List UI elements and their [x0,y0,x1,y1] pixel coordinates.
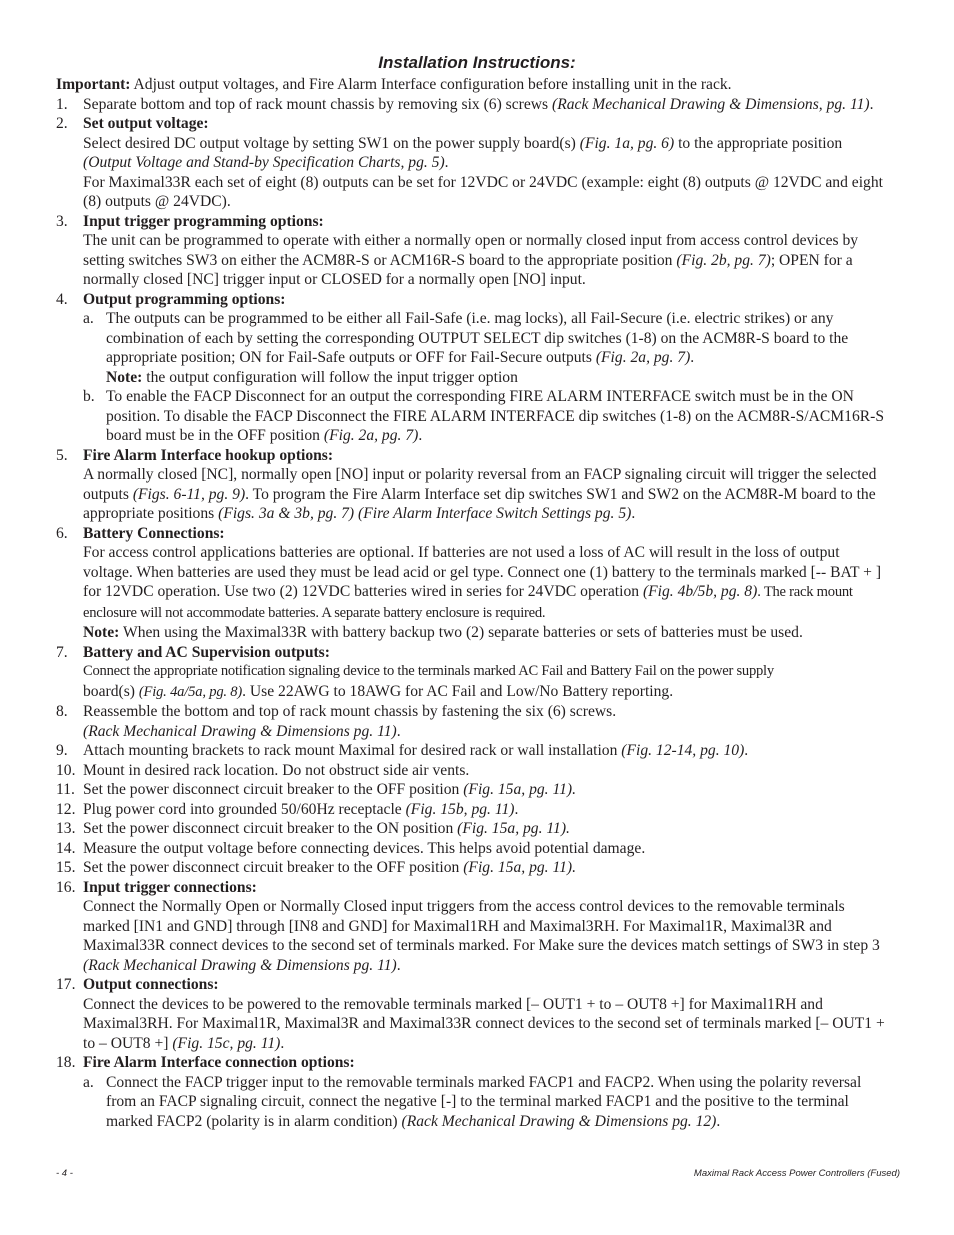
step-number: 9. [56,742,68,759]
step-2 [56,114,892,212]
step-number: 6. [56,524,68,542]
step-reference: (Fig. 4a/5a, pg. 8) [138,683,243,700]
step-7 [56,643,892,703]
step-12 [56,800,892,820]
step-17 [56,975,892,1053]
step-text: Connect the Normally Open or Normally Closed input triggers from the access control devices to the removable terminals marked [IN1 and GND] through [IN8 and GND] for Maximal1RH and Maximal3RH. For Maximal1R, Maximal3R and Maximal33R connect devices to the second set of terminals marked. For Make sure the devices match settings of SW3 in step 3 [83,898,880,954]
step-text: Plug power cord into grounded 50/60Hz receptacle [83,800,406,818]
step-text: The unit can be programmed to operate with either a normally open or normally closed input from access control devices by setting switches SW3 on either the ACM8R-S or ACM16R-S board to the appropriate position [83,232,859,269]
step-reference: (Rack Mechanical Drawing & Dimensions pg. 12) [401,1112,717,1130]
step-end: . [396,722,401,740]
step-heading: Battery Connections: [83,524,225,542]
step-text: to the appropriate position [674,134,843,152]
step-paragraph [83,465,892,524]
step-number: 4. [56,290,68,308]
step-end: . [418,427,423,444]
page-number: - 4 - [56,1168,73,1179]
step-reference: (Fig. 2a, pg. 7) [323,427,419,444]
step-end: . [716,1112,721,1130]
step-text: Separate bottom and top of rack mount chassis by removing six (6) screws [83,95,553,113]
step-reference: (Fig. 1a, pg. 6) [579,134,675,152]
step-heading: Fire Alarm Interface connection options: [83,1054,355,1071]
step-reference: (Rack Mechanical Drawing & Dimensions, pg. 11) [552,95,870,113]
step-number: 17. [56,976,76,993]
step-11 [56,780,892,800]
step-5 [56,446,892,524]
step-reference: (Fig. 15a, pg. 11). [463,859,576,876]
step-reference: (Rack Mechanical Drawing & Dimensions pg. 11) [83,956,397,974]
step-number: 2. [56,115,68,132]
substep-letter: a. [83,310,94,327]
step-paragraph: Connect the appropriate notification signaling device to the terminals marked AC Fail and Battery Fail on the power supply [83,663,774,679]
step-paragraph [83,995,892,1054]
step-10 [56,761,892,781]
important-text: Adjust output voltages, and Fire Alarm Interface configuration before installing unit in the rack. [130,76,732,93]
step-4 [56,290,892,446]
step-reference: (Fig. 12-14, pg. 10) [621,742,745,759]
step-text: For access control applications batteries are optional. If batteries are not used a loss of AC will result in the loss of output voltage. When batteries are used they must be lead acid or gel type. Connect one (1) battery to the terminals marked [-- BAT + ] for 12VDC operation. Use two (2) 12VDC batteries wired in series for 24VDC operation [83,544,882,600]
step-heading: Input trigger programming options: [83,212,324,230]
step-paragraph [83,897,892,975]
step-note [83,623,892,643]
step-number: 5. [56,446,68,464]
step-number: 15. [56,859,76,876]
step-reference: (Rack Mechanical Drawing & Dimensions pg. 11) [83,722,397,740]
step-reference: (Output Voltage and Stand-by Specification Charts, pg. 5) [83,154,445,171]
page-title: Installation Instructions: [378,53,576,72]
document-title-footer: Maximal Rack Access Power Controllers (Fused) [693,1168,900,1179]
step-heading: Output connections: [83,976,219,993]
step-end: . [514,800,519,818]
step-text: Connect the devices to be powered to the removable terminals marked [– OUT1 + to – OUT8 +] for Maximal1RH and Maximal3RH. For Maximal1R, Maximal3R and Maximal33R connect devices to the second set of terminals marked [– OUT1 + to – OUT8 +] [83,995,885,1052]
step-9 [56,741,892,761]
step-reference: (Fig. 15b, pg. 11) [405,800,515,818]
step-reference: (Fig. 15c, pg. 11) [172,1034,281,1052]
step-6 [56,524,892,643]
step-end: . [690,349,695,366]
step-end: . [744,742,749,759]
step-heading: Output programming options: [83,290,286,308]
step-reference: (Fig. 2a, pg. 7) [595,349,691,366]
step-paragraph [83,543,892,623]
step-number: 14. [56,839,76,857]
substep-b [83,387,892,446]
step-heading: Set output voltage: [83,115,209,132]
step-18 [56,1053,892,1131]
step-13 [56,819,892,839]
step-end: . [444,154,449,171]
step-text: The outputs can be programmed to be either all Fail-Safe (i.e. mag locks), all Fail-Secure (i.e. electric strikes) or any combination of each by setting the corresponding OUTPUT SELECT dip switches (1-8) on the ACM8R-S board to the appropriate position; ON for Fail-Safe outputs or OFF for Fail-Secure outputs [106,310,849,366]
step-reference: (Fig. 15a, pg. 11). [463,781,576,798]
step-text: Attach mounting brackets to rack mount Maximal for desired rack or wall installation [83,742,622,759]
step-paragraph [83,134,892,173]
step-text: ; OPEN for a normally closed [NC] trigger input or CLOSED for a normally open [NO] input. [83,251,853,288]
step-3 [56,212,892,290]
step-text: A normally closed [NC], normally open [NO] input or polarity reversal from an FACP signaling circuit will trigger the selected outputs [83,466,877,503]
step-14 [56,839,892,859]
step-reference: (Fig. 2b, pg. 7) [676,251,771,269]
note-text: When using the Maximal33R with battery backup two (2) separate batteries or sets of batteries must be used. [119,624,803,641]
step-number: 18. [56,1054,76,1071]
step-reference: (Figs. 3a & 3b, pg. 7) (Fire Alarm Interface Switch Settings pg. 5) [218,505,632,522]
substep-letter: a. [83,1073,94,1091]
step-text: Measure the output voltage before connecting devices. This helps avoid potential damage. [83,839,646,857]
step-text: board(s) [83,682,139,700]
step-heading: Fire Alarm Interface hookup options: [83,446,334,464]
step-8 [56,702,892,741]
step-1 [56,95,892,115]
note-label: Note: [106,368,143,386]
substep-a [83,1073,892,1132]
note-text: the output configuration will follow the input trigger option [142,368,518,386]
step-paragraph: For Maximal33R each set of eight (8) outputs can be set for 12VDC or 24VDC (example: eight (8) outputs @ 12VDC and eight (8) outputs @ 24VDC). [83,173,883,210]
step-text: . To program the Fire Alarm Interface set dip switches SW1 and SW2 on the ACM8R-M board to the appropriate positions [83,485,876,522]
step-end: . [869,95,874,113]
step-number: 11. [56,781,75,798]
instructions-body [56,75,892,1131]
step-text: . Use 22AWG to 18AWG for AC Fail and Low/No Battery reporting. [242,682,674,700]
step-text: . The rack mount enclosure will not accommodate batteries. A separate battery enclosure is required. [83,584,853,621]
important-label: Important: [56,76,131,93]
step-end: . [396,956,401,974]
step-text: To enable the FACP Disconnect for an output the corresponding FIRE ALARM INTERFACE switch must be in the ON position. To disable the FACP Disconnect the FIRE ALARM INTERFACE dip switches (1-8) on the ACM8R-S/ACM16R-S board must be in the OFF position [106,388,885,444]
step-end: . [631,505,636,522]
step-16 [56,878,892,976]
step-number: 12. [56,800,76,818]
step-number: 1. [56,95,68,113]
substep-letter: b. [83,388,95,405]
step-text: Reassemble the bottom and top of rack mount chassis by fastening the six (6) screws. [83,703,617,720]
step-paragraph [83,682,892,703]
important-note [56,75,892,95]
step-heading: Input trigger connections: [83,878,257,896]
step-reference: (Figs. 6-11, pg. 9) [132,485,246,503]
step-text: Connect the FACP trigger input to the removable terminals marked FACP1 and FACP2. When using the polarity reversal from an FACP signaling circuit, connect the negative [-] to the terminal marked FACP1 and the positive to the terminal marked FACP2 (polarity is in alarm condition) [106,1073,862,1130]
step-number: 10. [56,761,76,779]
step-heading: Battery and AC Supervision outputs: [83,643,330,661]
step-end: . [280,1034,285,1052]
step-number: 8. [56,703,68,720]
substep-a [83,309,892,387]
step-reference: (Fig. 4b/5b, pg. 8) [642,583,758,600]
note-label: Note: [83,624,120,641]
step-text: Set the power disconnect circuit breaker to the ON position [83,820,458,837]
step-15 [56,858,892,878]
step-text: Mount in desired rack location. Do not obstruct side air vents. [83,761,470,779]
step-number: 3. [56,212,68,230]
step-number: 16. [56,878,76,896]
step-number: 13. [56,820,76,837]
step-text: Set the power disconnect circuit breaker to the OFF position [83,781,464,798]
step-number: 7. [56,643,68,661]
step-paragraph [83,231,892,290]
step-reference: (Fig. 15a, pg. 11). [457,820,570,837]
step-text: Select desired DC output voltage by setting SW1 on the power supply board(s) [83,134,580,152]
step-text: Set the power disconnect circuit breaker to the OFF position [83,859,464,876]
